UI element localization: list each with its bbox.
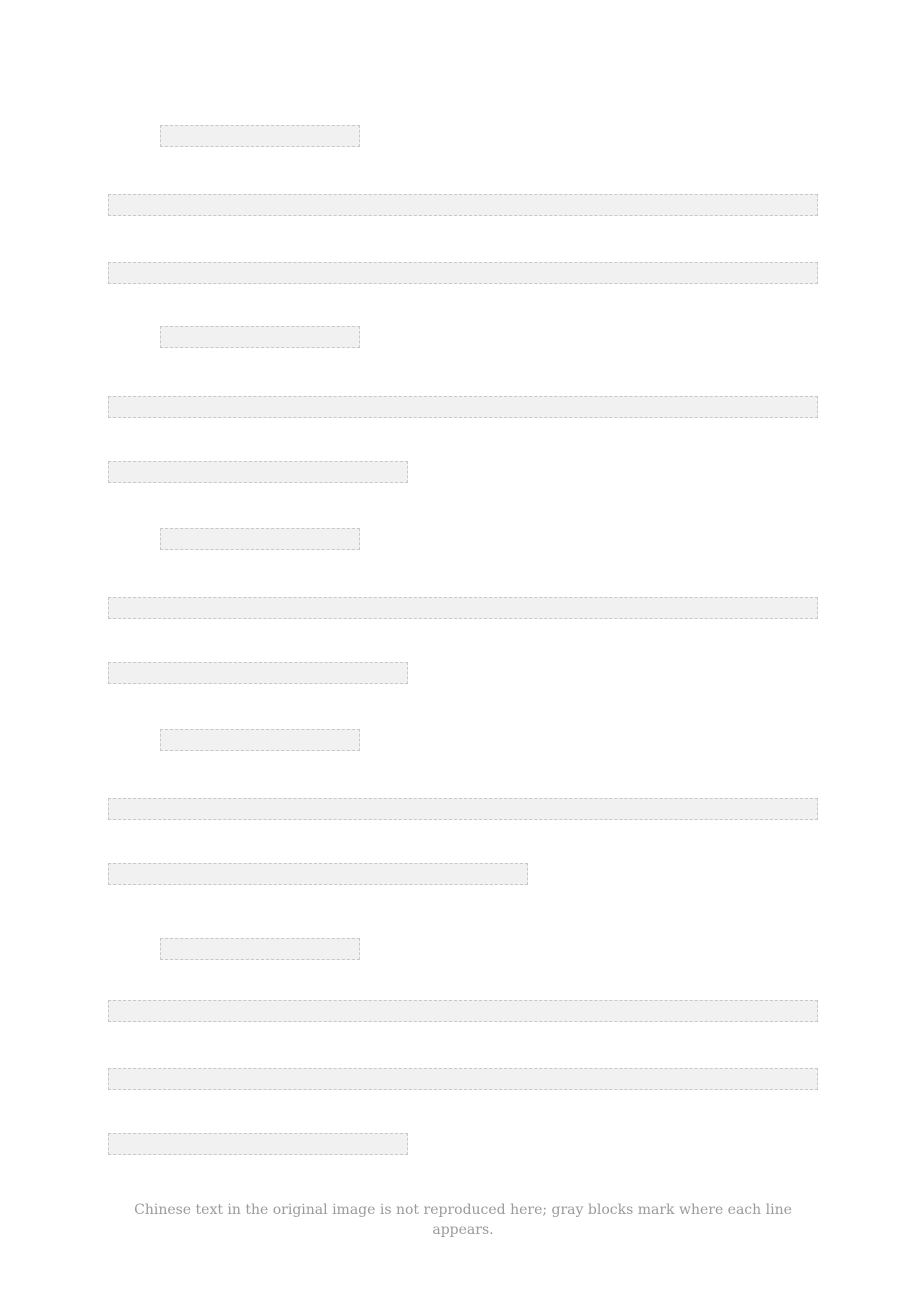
section-5-paragraph-line-1-placeholder <box>108 1000 818 1022</box>
section-3-paragraph-line-1-placeholder <box>108 597 818 619</box>
section-1-heading-placeholder <box>160 125 360 147</box>
placeholder-notice: Chinese text in the original image is not reproduced here; gray blocks mark where each line appears. <box>134 1202 792 1238</box>
section-1-paragraph-line-1-placeholder <box>108 194 818 216</box>
section-3-heading-placeholder <box>160 528 360 550</box>
section-2-paragraph-line-2-placeholder <box>108 461 408 483</box>
section-5-paragraph-line-3-placeholder <box>108 1133 408 1155</box>
section-4-heading-placeholder <box>160 729 360 751</box>
section-1-paragraph-line-2-placeholder <box>108 262 818 284</box>
section-5-heading-placeholder <box>160 938 360 960</box>
section-3-paragraph-line-2-placeholder <box>108 662 408 684</box>
section-2-paragraph-line-1-placeholder <box>108 396 818 418</box>
section-5-paragraph-line-2-placeholder <box>108 1068 818 1090</box>
section-4-paragraph-line-1-placeholder <box>108 798 818 820</box>
section-2-heading-placeholder <box>160 326 360 348</box>
section-4-paragraph-line-2-placeholder <box>108 863 528 885</box>
